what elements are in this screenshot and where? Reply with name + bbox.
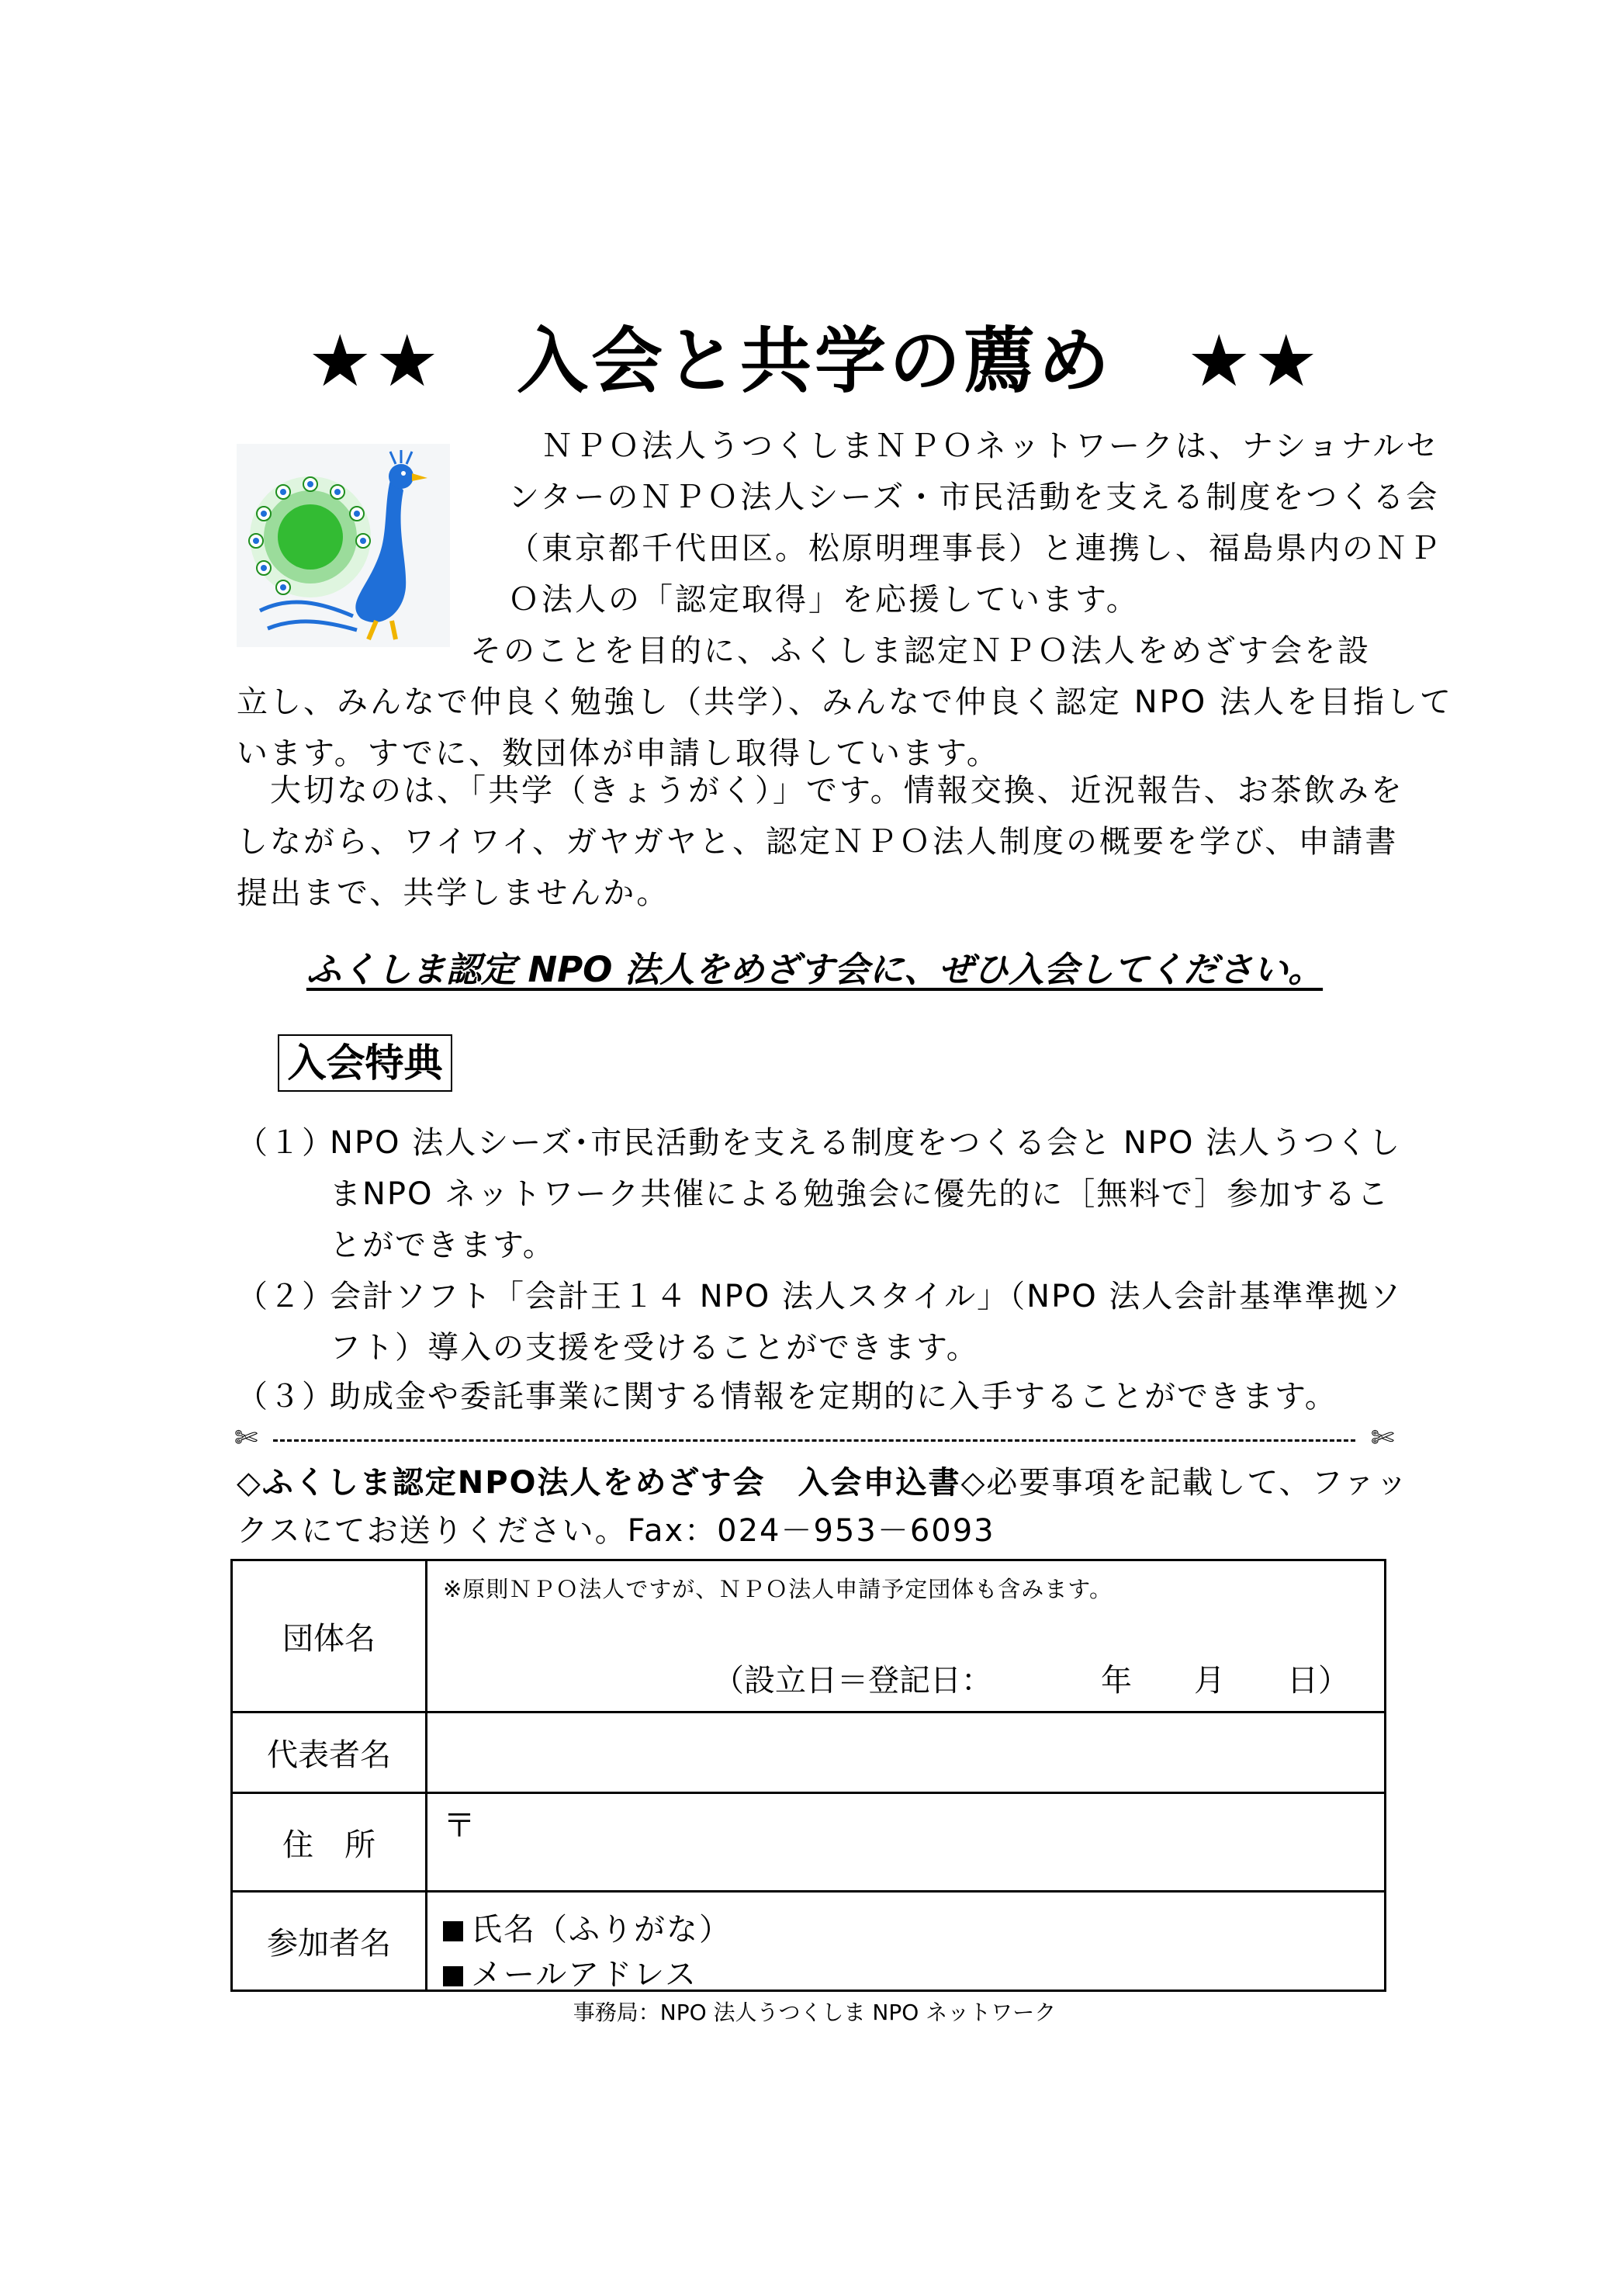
representative-field[interactable] [427,1712,1386,1793]
benefit-text: 会計ソフト「会計王１４ NPO 法人スタイル」（NPO 法人会計基準準拠ソフト）導入の支援を受けることができます。 [330,1279,1403,1366]
scissors-icon: ✄ [234,1422,258,1454]
participant-label: 参加者名 [232,1892,427,1991]
representative-label: 代表者名 [232,1712,427,1793]
fax-number: 024－953－6093 [717,1513,995,1549]
peacock-icon [237,444,450,647]
scissors-icon: ✄ [1370,1422,1394,1454]
establishment-date: （設立日＝登記日： 年 月 日） [713,1663,1349,1699]
form-instruction: ◇必要事項を記載して、ファックスにてお送りください。 [237,1465,1409,1549]
intro-paragraph-3: 大切なのは、「共学（きょうがく）」です。情報交換、近況報告、お茶飲みを しながら、ワイワイ、ガヤガヤと、認定ＮＰＯ法人制度の概要を学び、申請書 提出まで、共学しませんか。 [237,773,1404,911]
form-header: ◇ふくしま認定NPO法人をめざす会 入会申込書◇必要事項を記載して、ファックスにてお送りください。Fax：024－953－6093 [237,1465,1409,1549]
participant-field[interactable] [427,1892,1386,1991]
benefit-text: 助成金や委託事業に関する情報を定期的に入手することができます。 [330,1379,1338,1415]
square-bullet-icon [443,1966,463,1986]
org-name-note: ※原則ＮＰＯ法人ですが、ＮＰＯ法人申請予定団体も含みます。 [443,1576,1113,1602]
postal-mark: 〒 [443,1806,476,1844]
benefits-heading: 入会特典 [278,1034,452,1092]
square-bullet-icon [443,1921,463,1941]
benefit-number: （３） [237,1379,334,1415]
page-title: ★★ 入会と共学の薦め ★★ [308,320,1321,403]
application-form-table [230,1559,1386,1992]
benefit-text: NPO 法人シーズ･市民活動を支える制度をつくる会と NPO 法人うつくしまNPO ネットワーク共催による勉強会に優先的に［無料で］参加することができます。 [330,1125,1402,1263]
form-title: ふくしま認定NPO法人をめざす会 入会申込書 [261,1465,961,1501]
address-label: 住 所 [232,1793,427,1892]
org-name-label: 団体名 [232,1560,427,1712]
benefit-number: （２） [237,1279,334,1314]
benefit-item [237,1371,1416,1425]
participant-name-line: 氏名（ふりがな） [443,1905,732,1949]
participant-email-line: メールアドレス [443,1950,697,1994]
cut-line [234,1423,1394,1454]
dashed-divider [273,1439,1355,1442]
intro-paragraph-2: そのことを目的に、ふくしま認定ＮＰＯ法人をめざす会を設 立し、みんなで仲良く勉強し（共学）、みんなで仲良く認定 NPO 法人を目指して います。すでに、数団体が申請し取得しています。 [237,633,1453,771]
benefit-item [237,1271,1416,1380]
fax-label: Fax： [627,1513,718,1549]
membership-slogan: ふくしま認定 NPO 法人をめざす会に、ぜひ入会してください。 [306,949,1324,990]
footer-secretariat: 事務局：NPO 法人うつくしま NPO ネットワーク [573,2000,1057,2025]
benefit-item [237,1117,1416,1273]
benefit-number: （１） [237,1125,334,1161]
peacock-tail [249,476,371,597]
intro-paragraph-1: ＮＰＯ法人うつくしまＮＰＯネットワークは、ナショナルセ ンターのＮＰＯ法人シーズ・市民活動を支える制度をつくる会 （東京都千代田区。松原明理事長）と連携し、福島県内のＮＰ Ｏ法人の「認定取得」を応援しています。 [508,428,1442,618]
address-field[interactable] [427,1793,1386,1892]
org-name-field[interactable] [427,1560,1386,1712]
